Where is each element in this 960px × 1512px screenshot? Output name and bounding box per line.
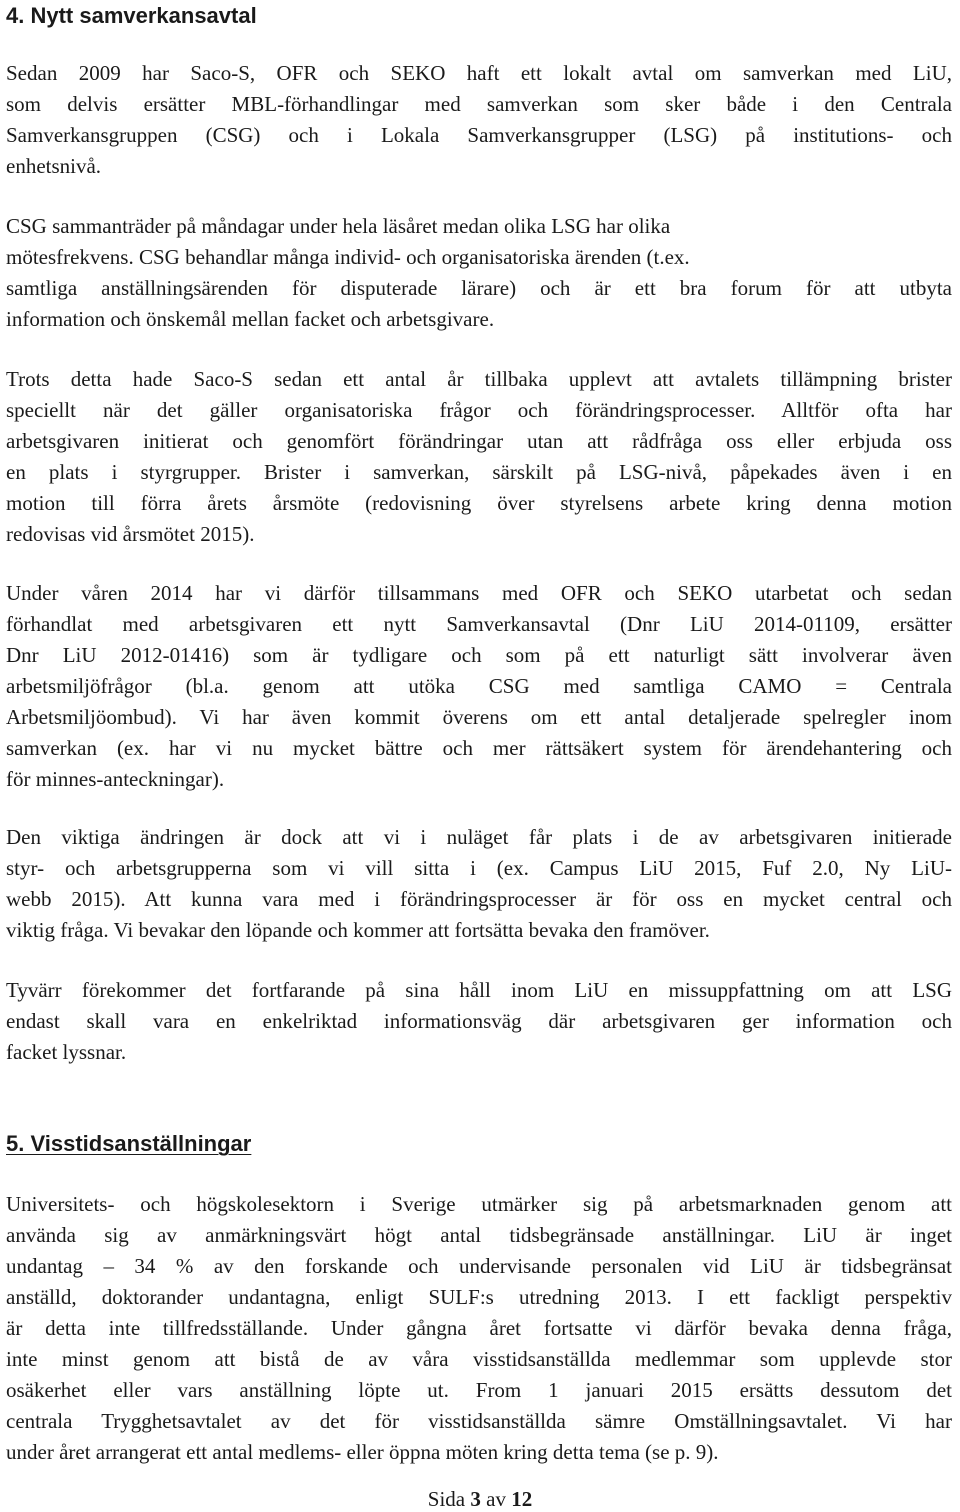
text-line: Under våren 2014 har vi därför tillsammans med OFR och SEKO utarbetat och sedan: [6, 581, 952, 605]
text-line: facket lyssnar.: [6, 1040, 127, 1064]
text-line: webb 2015). Att kunna vara med i förändringsprocesser är för oss en mycket central och: [6, 887, 952, 911]
text-line: Tyvärr förekommer det fortfarande på sina håll inom LiU en missuppfattning om att LSG: [6, 978, 952, 1002]
text-line: viktig fråga. Vi bevakar den löpande och kommer att fortsätta bevaka den framöver.: [6, 918, 710, 942]
footer-prefix: Sida: [427, 1487, 466, 1511]
page-footer: [0, 1487, 960, 1511]
section-4-paragraph-6: [6, 975, 952, 1068]
text-line: som delvis ersätter MBL-förhandlingar med samverkan som sker både i den Centrala: [6, 92, 952, 116]
section-5-paragraph-1: [6, 1189, 952, 1468]
footer-page-number: 3: [470, 1487, 481, 1511]
section-4-heading: 4. Nytt samverkansavtal: [6, 3, 257, 28]
text-line: Universitets- och högskolesektorn i Sverige utmärker sig på arbetsmarknaden genom att: [6, 1192, 952, 1216]
text-line: under året arrangerat ett antal medlems- eller öppna möten kring detta tema (se p. 9).: [6, 1440, 719, 1464]
text-line: Arbetsmiljöombud). Vi har även kommit överens om ett antal detaljerade spelregler inom: [6, 705, 952, 729]
text-line: samverkan (ex. har vi nu mycket bättre och mer rättsäkert system för ärendehantering och: [6, 736, 952, 760]
text-line: är detta inte tillfredsställande. Under gångna året fortsatte vi därför bevaka denna fråga,: [6, 1316, 952, 1340]
text-line: en plats i styrgrupper. Brister i samverkan, särskilt på LSG-nivå, påpekades även i en: [6, 460, 952, 484]
text-line: endast skall vara en enkelriktad informationsväg där arbetsgivaren ger information och: [6, 1009, 952, 1033]
text-line: redovisas vid årsmötet 2015).: [6, 522, 255, 546]
text-line: anställd, doktorander undantagna, enligt SULF:s utredning 2013. I ett fackligt perspektiv: [6, 1285, 952, 1309]
section-4-paragraph-1: [6, 58, 952, 182]
text-line: förhandlat med arbetsgivaren ett nytt Samverkansavtal (Dnr LiU 2014-01109, ersätter: [6, 612, 952, 636]
text-line: arbetsgivaren initierat och genomfört förändringar utan att rådfråga oss eller erbjuda oss: [6, 429, 952, 453]
text-line: arbetsmiljöfrågor (bl.a. genom att utöka CSG med samtliga CAMO = Centrala: [6, 674, 952, 698]
text-line: centrala Trygghetsavtalet av det för visstidsanställda sämre Omställningsavtalet. Vi har: [6, 1409, 952, 1433]
footer-middle: av: [486, 1487, 506, 1511]
text-line: speciellt när det gäller organisatoriska frågor och förändringsprocesser. Alltför ofta har: [6, 398, 952, 422]
section-5-heading: 5. Visstidsanställningar: [6, 1131, 252, 1156]
section-4-paragraph-3: [6, 364, 952, 550]
text-line: använda sig av anmärkningsvärt högt antal tidsbegränsade anställningar. LiU är inget: [6, 1223, 952, 1247]
footer-page-total: 12: [511, 1487, 533, 1511]
text-line: undantag – 34 % av den forskande och undervisande personalen vid LiU är tidsbegränsat: [6, 1254, 952, 1278]
text-line: motion till förra årets årsmöte (redovisning över styrelsens arbete kring denna motion: [6, 491, 952, 515]
text-line: Trots detta hade Saco-S sedan ett antal år tillbaka upplevt att avtalets tillämpning brister: [6, 367, 952, 391]
text-line: för minnes-anteckningar).: [6, 767, 225, 791]
text-line: mötesfrekvens. CSG behandlar många individ- och organisatoriska ärenden (t.ex.: [6, 245, 690, 269]
text-line: Dnr LiU 2012-01416) som är tydligare och som på ett naturligt sätt involverar även: [6, 643, 952, 667]
text-line: styr- och arbetsgrupperna som vi vill sitta i (ex. Campus LiU 2015, Fuf 2.0, Ny LiU-: [6, 856, 952, 880]
text-line: information och önskemål mellan facket och arbetsgivare.: [6, 307, 495, 331]
section-4-paragraph-5: [6, 822, 952, 946]
text-line: enhetsnivå.: [6, 154, 102, 178]
text-line: CSG sammanträder på måndagar under hela läsåret medan olika LSG har olika: [6, 214, 671, 238]
section-4-paragraph-2: [6, 211, 952, 335]
text-line: Sedan 2009 har Saco-S, OFR och SEKO haft ett lokalt avtal om samverkan med LiU,: [6, 61, 952, 85]
text-line: samtliga anställningsärenden för disputerade lärare) och är ett bra forum för att utbyta: [6, 276, 952, 300]
section-4-paragraph-4: [6, 578, 952, 795]
text-line: Samverkansgruppen (CSG) och i Lokala Samverkansgrupper (LSG) på institutions- och: [6, 123, 952, 147]
text-line: osäkerhet eller vars anställning löpte ut. From 1 januari 2015 ersätts dessutom det: [6, 1378, 952, 1402]
text-line: Den viktiga ändringen är dock att vi i nuläget får plats i de av arbetsgivaren initierade: [6, 825, 952, 849]
text-line: inte minst genom att bistå de av våra visstidsanställda medlemmar som upplevde stor: [6, 1347, 952, 1371]
